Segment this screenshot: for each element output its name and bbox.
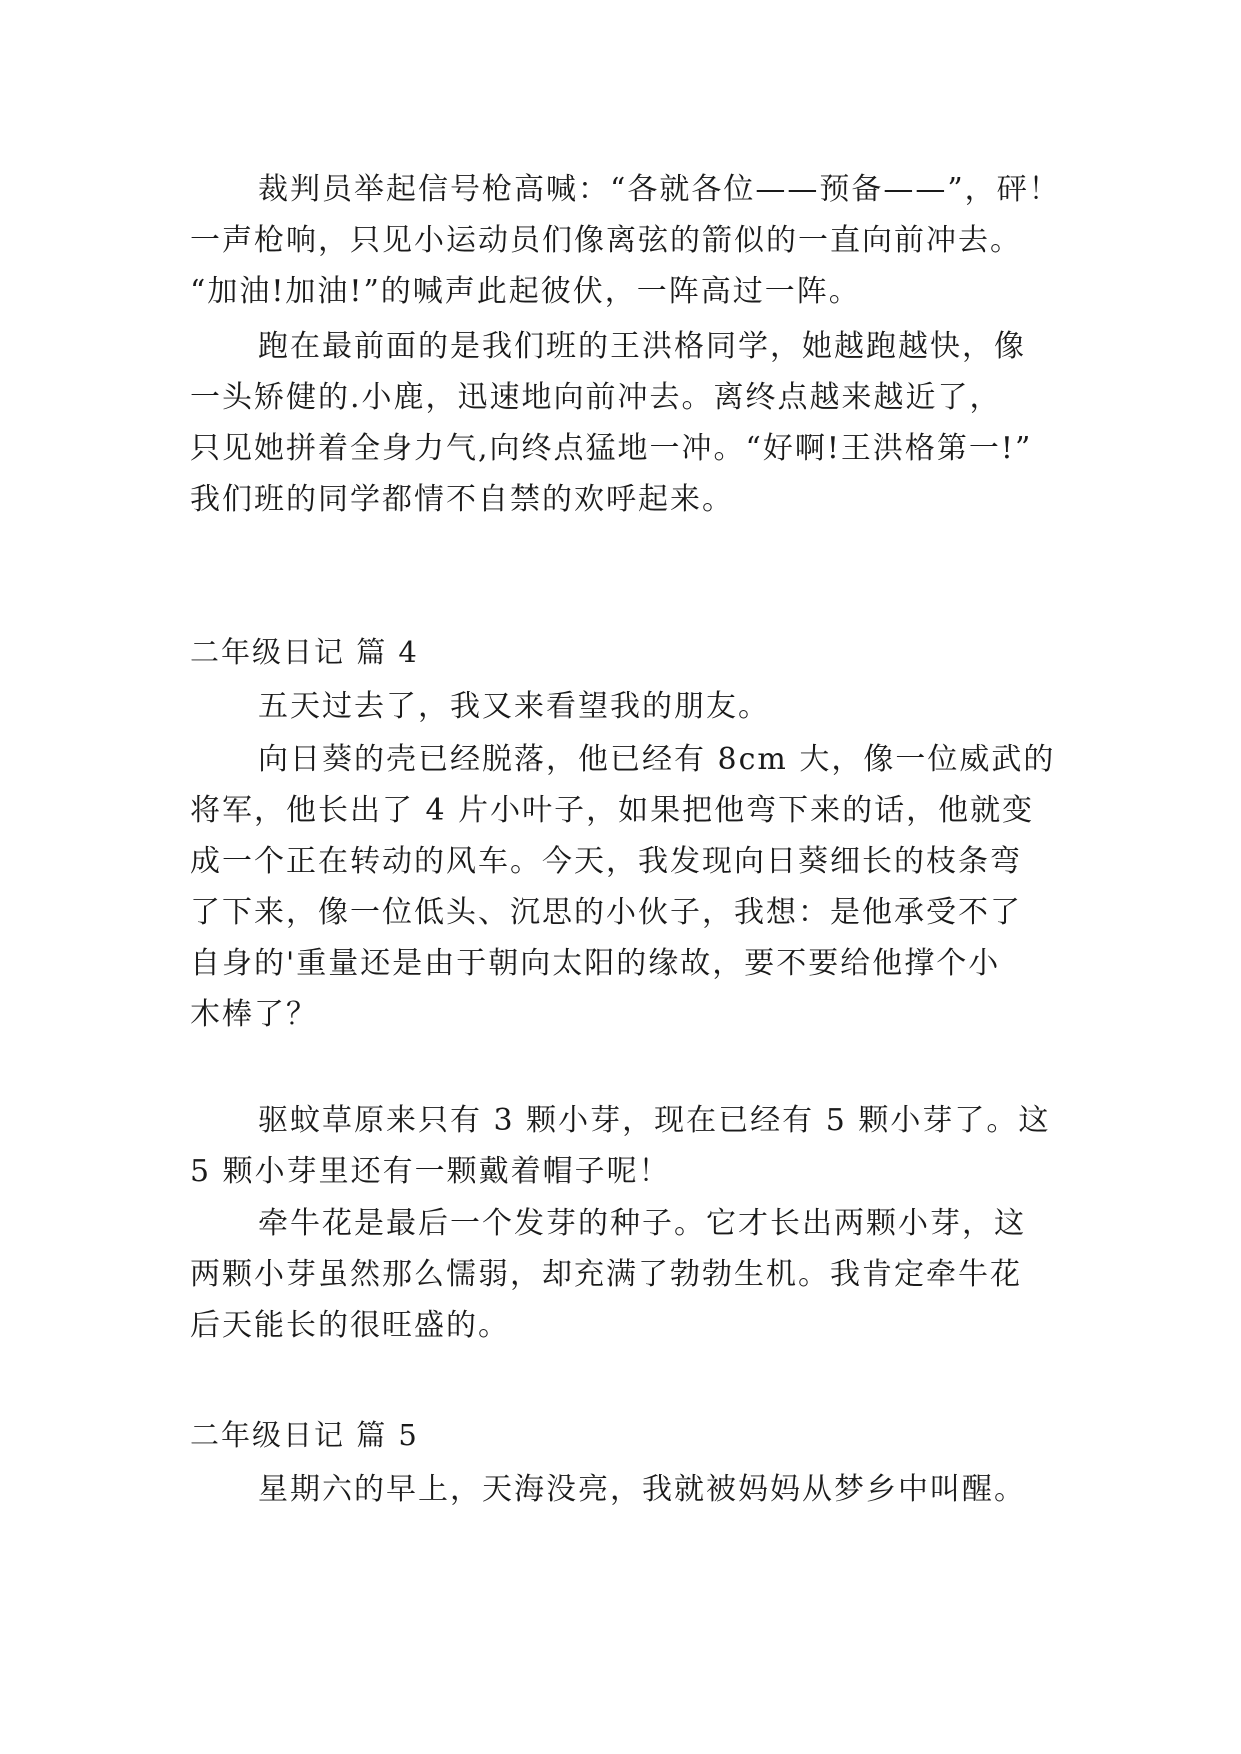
text-line: 驱蚊草原来只有 3 颗小芽，现在已经有 5 颗小芽了。这 <box>258 1103 1051 1138</box>
text-line: 两颗小芽虽然那么懦弱，却充满了勃勃生机。我肯定牵牛花 <box>190 1257 1022 1292</box>
section-heading-4 <box>190 627 1070 678</box>
text-line: 向日葵的壳已经脱落，他已经有 8cm 大，像一位威武的 <box>258 742 1056 777</box>
text-line: 牵牛花是最后一个发芽的种子。它才长出两颗小芽，这 <box>258 1206 1026 1241</box>
paragraph-mosquito-grass <box>190 1095 1070 1197</box>
paragraph-visit-friends <box>190 681 1070 732</box>
text-line: 自身的'重量还是由于朝向太阳的缘故，要不要给他撑个小 <box>190 946 1001 981</box>
text-line: 我们班的同学都情不自禁的欢呼起来。 <box>190 482 734 517</box>
text-line: 裁判员举起信号枪高喊：“各就各位——预备——”，砰！ <box>258 172 1061 207</box>
text-line: 星期六的早上，天海没亮，我就被妈妈从梦乡中叫醒。 <box>258 1472 1026 1507</box>
text-line: “加油!加油!”的喊声此起彼伏，一阵高过一阵。 <box>190 274 861 309</box>
diary-heading: 二年级日记 篇 5 <box>190 1418 419 1452</box>
text-line: 五天过去了，我又来看望我的朋友。 <box>258 689 770 724</box>
diary-heading: 二年级日记 篇 4 <box>190 635 419 669</box>
text-line: 一头矫健的.小鹿，迅速地向前冲去。离终点越来越近了， <box>190 380 1002 415</box>
text-line: 后天能长的很旺盛的。 <box>190 1308 510 1343</box>
paragraph-race-winner <box>190 321 1070 525</box>
text-line: 跑在最前面的是我们班的王洪格同学，她越跑越快，像 <box>258 329 1026 364</box>
text-line: 5 颗小芽里还有一颗戴着帽子呢！ <box>190 1154 671 1189</box>
text-line: 木棒了？ <box>190 997 318 1032</box>
paragraph-race-start <box>190 164 1070 317</box>
text-line: 成一个正在转动的风车。今天，我发现向日葵细长的枝条弯 <box>190 844 1022 879</box>
text-line: 只见她拼着全身力气,向终点猛地一冲。“好啊!王洪格第一!” <box>190 431 1033 466</box>
paragraph-sunflower <box>190 734 1070 1040</box>
paragraph-saturday-morning <box>190 1464 1070 1515</box>
text-line: 将军，他长出了 4 片小叶子，如果把他弯下来的话，他就变 <box>190 793 1035 828</box>
text-line: 了下来，像一位低头、沉思的小伙子，我想：是他承受不了 <box>190 895 1022 930</box>
text-line: 一声枪响，只见小运动员们像离弦的箭似的一直向前冲去。 <box>190 223 1022 258</box>
paragraph-morning-glory <box>190 1198 1070 1351</box>
section-heading-5 <box>190 1410 1070 1461</box>
